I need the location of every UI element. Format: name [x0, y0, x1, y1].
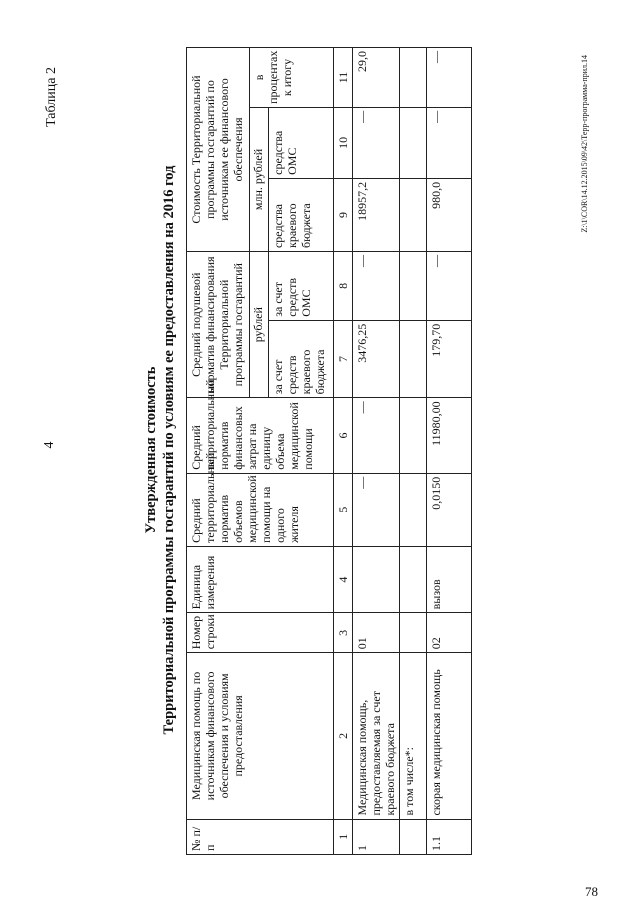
table-caption: Таблица 2 — [44, 67, 59, 127]
cell-percap-kb: 3476,25 — [353, 320, 400, 398]
col-number: 5 — [334, 473, 353, 546]
header-unit-mln: млн. рублей — [250, 107, 269, 251]
cell-total-kb: 980,0 — [427, 178, 472, 251]
cell-percap-kb — [400, 320, 427, 398]
cell-num — [400, 819, 427, 854]
table-row — [427, 48, 472, 855]
cell-total-kb: 18957,2 — [353, 178, 400, 251]
col-number: 6 — [334, 398, 353, 473]
cell-volume: 0,0150 — [427, 473, 472, 546]
col-number: 7 — [334, 320, 353, 398]
cell-line: 02 — [427, 613, 472, 653]
cell-percent — [400, 48, 427, 108]
header-kb-funds: средства краевого бюджета — [269, 178, 334, 251]
header-care: Медицинская помощь по источникам финансового обеспечения и условиям предоставления — [187, 653, 334, 819]
cell-cost: — — [353, 398, 400, 473]
cell-volume: — — [353, 473, 400, 546]
cell-unit — [400, 546, 427, 613]
cell-percap-oms: — — [427, 252, 472, 321]
header-line: Номер строки — [187, 613, 334, 653]
cell-line — [400, 613, 427, 653]
rotated-page — [40, 35, 600, 865]
document-title — [142, 35, 178, 865]
col-number: 9 — [334, 178, 353, 251]
col-number: 11 — [334, 48, 353, 108]
page-number: 4 — [42, 441, 57, 449]
table-row — [353, 48, 400, 855]
cell-num: 1 — [353, 819, 400, 854]
header-per-capita: Средний подушевой норматив финансирования Территориальной программы госгарантий — [187, 252, 250, 398]
cell-unit — [353, 546, 400, 613]
header-unit-rub: рублей — [250, 252, 269, 398]
table-row — [400, 48, 427, 855]
cell-unit: вызов — [427, 546, 472, 613]
cell-total-kb — [400, 178, 427, 251]
header-unit: Единица измерения — [187, 546, 334, 613]
col-number: 3 — [334, 613, 353, 653]
footer-page-number: 78 — [585, 884, 598, 899]
header-volume: Средний территориальный норматив объемов медицинской помощи на одного жителя — [187, 473, 334, 546]
header-oms-funds: средства ОМС — [269, 107, 334, 178]
cell-percap-oms — [400, 252, 427, 321]
cell-cost — [400, 398, 427, 473]
col-number: 8 — [334, 252, 353, 321]
cost-table — [186, 47, 472, 855]
col-number: 4 — [334, 546, 353, 613]
cell-name: скорая медицинская помощь — [427, 653, 472, 819]
cell-percent: — — [427, 48, 472, 108]
cell-total-oms: — — [353, 107, 400, 178]
cell-line: 01 — [353, 613, 400, 653]
cell-total-oms: — — [427, 107, 472, 178]
cell-percap-oms: — — [353, 252, 400, 321]
header-percent: в процентах к итогу — [250, 48, 334, 108]
col-number: 2 — [334, 653, 353, 819]
header-kb: за счет средств краевого бюджета — [269, 320, 334, 398]
header-num: № п/п — [187, 819, 334, 854]
col-number: 10 — [334, 107, 353, 178]
cell-percent: 29,0 — [353, 48, 400, 108]
title-line-2: Территориальной программы госгарантий по условиям ее предоставления на 2016 год — [161, 165, 177, 735]
cell-total-oms — [400, 107, 427, 178]
cell-cost: 11980,00 — [427, 398, 472, 473]
cell-percap-kb: 179,70 — [427, 320, 472, 398]
cell-name: в том числе*: — [400, 653, 427, 819]
col-number: 1 — [334, 819, 353, 854]
file-path-code: Z:\1\COR\14.12.2015\09\42\Терр-программа-прил.14 — [580, 55, 589, 233]
title-line-1: Утвержденная стоимость — [143, 366, 159, 534]
cell-num: 1.1 — [427, 819, 472, 854]
cell-name: Медицинская помощь, предоставляемая за счет краевого бюджета — [353, 653, 400, 819]
cell-volume — [400, 473, 427, 546]
header-cost-per-unit: Средний территориальный норматив финансовых затрат на единицу объема медицинской помощи — [187, 398, 334, 473]
header-program-cost: Стоимость Территориальной программы госгарантий по источникам ее финансового обеспечения — [187, 48, 250, 252]
header-oms: за счет средств ОМС — [269, 252, 334, 321]
